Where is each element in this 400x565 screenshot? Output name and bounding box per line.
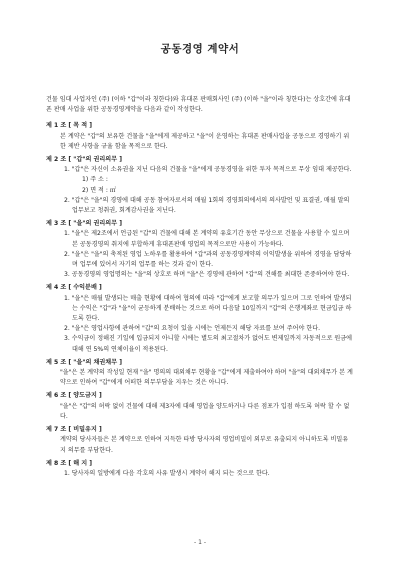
article-paragraph: 계약의 당사자들은 본 계약으로 인하여 지득한 타방 당사자의 영업비밀이 외부로 유출되지 아니하도록 비밀유지 의무를 부담한다. — [60, 436, 349, 454]
article-item: 3. 수익금이 정해진 기일에 입금되지 아니할 시에는 별도의 최고절차가 없어도 변제일까지 자동적으로 원금에 대해 연 5%의 연체이율이 적용된다. — [64, 335, 353, 353]
article-item: 1. "을"은 제2조에서 언급된 "갑"의 건물에 대해 본 계약의 유효기간 동안 무상으로 건물을 사용할 수 있으며 본 공동경영의 취지에 부합하게 휴대폰판매 영업의 목적으로만 사용이 가능하다. — [64, 230, 350, 248]
article-title: 제 2 조 [ "갑"의 권리의무 ] — [46, 156, 122, 164]
article-1 — [46, 121, 354, 152]
article-3 — [46, 219, 354, 280]
article-item: 2. "갑"은 "을"의 경영에 대해 공동 참여자로서의 매월 1회의 경영회의에서의 의사발언 및 표결권, 매월 말의 업무보고 청취권, 회계감사권을 지닌다. — [64, 196, 350, 215]
article-item: 2. "을"은 "을"의 축적된 영업 노하우를 활용하여 "갑"과의 공동경영계약의 이익발생을 위하여 경영을 담당하며 업무에 있어서 자기의 업무를 하는 것과 같이 한다. — [64, 250, 352, 269]
article-2 — [46, 155, 354, 216]
article-title: 제 3 조 [ "을"의 권리의무 ] — [46, 220, 122, 228]
article-8 — [46, 459, 354, 479]
article-title: 제 5 조 [ "을"의 채권채무 ] — [46, 358, 122, 366]
page-number: - 1 - — [194, 539, 206, 546]
article-title: 제 1 조 [ 목 적 ] — [46, 122, 93, 130]
article-item: 1. "을"은 매월 발생되는 매출 현황에 대하여 협의에 따라 "갑"에게 보고할 의무가 있으며 그로 인하여 발생되는 수익은 "갑"과 "을"이 균등하게 분배하는 것으로 하며 다음달 10일까지 "갑"의 은행계좌로 현금입금 하도록 한다. — [64, 294, 352, 323]
article-subitem: 1) 주 소 : — [82, 176, 108, 184]
article-item: 1. 당사자의 일방에게 다음 각호의 사유 발생시 계약이 해지 되는 것으로 한다. — [64, 469, 270, 477]
article-title: 제 6 조 [ 양도금지 ] — [46, 392, 102, 400]
intro-paragraph: 건물 임대 사업자인 (주) (이하 "갑"이라 칭한다)와 휴대폰 판매회사인 (주) (이하 "을"이라 칭한다)는 상호간에 휴대폰 판매 사업을 위한 공동경영계약을 다음과 같이 작성한다. — [46, 96, 351, 114]
article-item: 2. "을"은 영업사항에 관하여 "갑"의 요청이 있을 시에는 언제든지 해당 자료를 보여 주어야 한다. — [64, 325, 321, 333]
article-6 — [46, 391, 354, 422]
article-subitem: 2) 면 적 : ㎡ — [82, 186, 116, 194]
article-paragraph: "을"은 "갑"의 허락 없이 건물에 대해 제3자에 대해 영업을 양도하거나 다른 점포가 입점 하도록 허락 할 수 없다. — [60, 402, 350, 420]
article-title: 제 8 조 [ 해 지 ] — [46, 459, 93, 467]
article-item: 1. "갑"은 자신이 소유권을 지닌 다음의 건물을 "을"에게 공동경영을 위한 투자 목적으로 무상 임대 제공한다. — [64, 166, 352, 174]
article-7 — [46, 425, 354, 456]
article-title: 제 4 조 [ 수익분배 ] — [46, 284, 102, 292]
article-item: 3. 공동경영의 영업명의는 "을"의 상호로 하며 "을"은 경영에 관하여 "갑"의 견해를 최대한 존중하여야 한다. — [64, 271, 350, 279]
article-paragraph: "을"은 본 계약의 작성일 현재 "을" 명의의 대외채무 현황을 "갑"에게 제출하여야 하며 "을"의 대외채무가 본 계약으로 인하여 "갑"에게 어떠한 의무부담을 지우는 것은 아니다. — [60, 369, 353, 387]
article-5 — [46, 358, 354, 389]
article-title: 제 7 조 [ 비밀유지 ] — [46, 426, 102, 434]
article-4 — [46, 283, 354, 354]
document-title: 공동경영 계약서 — [160, 43, 240, 55]
document-body — [46, 95, 354, 479]
article-paragraph: 본 계약은 "갑"의 보유한 건물을 "을"에게 제공하고 "을"이 운영하는 휴대폰 판매사업을 공동으로 경영하기 위한 제반 사항을 규율 함을 목적으로 한다. — [60, 132, 350, 150]
